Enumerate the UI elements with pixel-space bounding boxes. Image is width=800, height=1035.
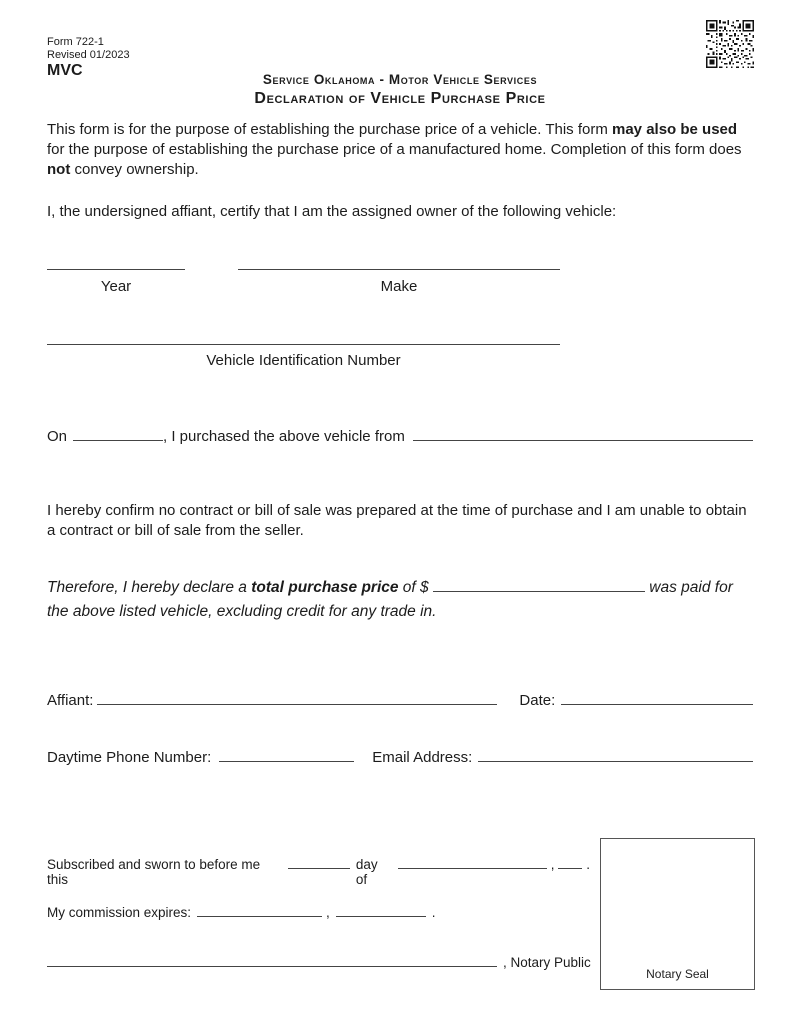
agency-title: Service Oklahoma - Motor Vehicle Services — [262, 72, 538, 87]
phone-email-row — [47, 747, 753, 766]
affiant-label: Affiant: — [47, 692, 94, 709]
year-blank[interactable] — [47, 250, 185, 270]
sworn-text: day of — [355, 856, 378, 887]
seller-name-blank[interactable] — [413, 440, 753, 441]
purchase-text: , I purchased the above vehicle from — [163, 428, 405, 445]
declaration-text: Therefore, I hereby declare a — [47, 579, 252, 596]
declaration-bold: total purchase price — [251, 579, 399, 596]
notary-signature-blank[interactable] — [47, 953, 497, 967]
commission-text: . — [431, 904, 436, 920]
commission-text: , — [326, 904, 330, 920]
sworn-text: , — [550, 856, 555, 872]
declaration-text: of $ — [398, 579, 429, 596]
make-blank[interactable] — [238, 250, 560, 270]
vin-label: Vehicle Identification Number — [206, 352, 401, 369]
declaration-text: was paid for the above listed vehicle, excluding credit for any trade in. — [47, 579, 733, 620]
sworn-text: . — [586, 856, 590, 872]
vin-blank[interactable] — [47, 325, 560, 345]
phone-blank[interactable] — [219, 747, 354, 762]
make-label: Make — [380, 278, 418, 295]
intro-text: convey ownership. — [70, 161, 199, 178]
intro-bold: may also be used — [612, 121, 738, 138]
intro-paragraph — [47, 120, 753, 180]
year-label: Year — [100, 278, 132, 295]
commission-year-blank[interactable] — [336, 903, 426, 917]
email-label: Email Address: — [372, 749, 473, 766]
form-meta — [47, 36, 130, 77]
purchase-statement — [47, 426, 753, 445]
sworn-day-blank[interactable] — [288, 855, 349, 869]
commission-row — [47, 903, 590, 920]
affiant-date-row — [47, 690, 753, 709]
intro-text: This form is for the purpose of establishing the purchase price of a vehicle. This form — [47, 121, 612, 138]
intro-text: for the purpose of establishing the purchase price of a manufactured home. Completion of this form does — [47, 141, 742, 158]
affiant-signature-blank[interactable] — [97, 690, 497, 705]
form-revision: Revised 01/2023 — [47, 49, 130, 61]
date-blank[interactable] — [561, 704, 753, 705]
notary-public-label: , Notary Public — [503, 954, 591, 970]
sworn-statement-row — [47, 855, 590, 887]
phone-label: Daytime Phone Number: — [47, 749, 212, 766]
sworn-text: Subscribed and sworn to before me this — [47, 856, 261, 887]
agency-abbreviation: MVC — [47, 62, 83, 79]
notary-seal-label: Notary Seal — [646, 967, 709, 981]
notary-seal-box — [600, 838, 755, 990]
intro-bold: not — [47, 161, 71, 178]
no-bill-statement: I hereby confirm no contract or bill of sale was prepared at the time of purchase and I am unable to obtain a contract or bill of sale from the seller. — [47, 502, 747, 539]
email-blank[interactable] — [478, 761, 753, 762]
purchase-price-blank[interactable] — [433, 577, 645, 593]
declaration-paragraph — [47, 576, 753, 624]
owner-statement: I, the undersigned affiant, certify that I am the assigned owner of the following vehicle: — [47, 203, 617, 220]
date-label: Date: — [519, 692, 556, 709]
purchase-text: On — [47, 428, 68, 445]
sworn-year-blank[interactable] — [558, 855, 582, 869]
sworn-month-blank[interactable] — [398, 855, 546, 869]
form-title: Declaration of Vehicle Purchase Price — [254, 90, 546, 107]
qr-code-icon — [706, 20, 754, 68]
form-number: Form 722-1 — [47, 36, 104, 48]
commission-date-blank[interactable] — [197, 903, 322, 917]
commission-label: My commission expires: — [47, 904, 192, 920]
purchase-date-blank[interactable] — [73, 426, 163, 441]
